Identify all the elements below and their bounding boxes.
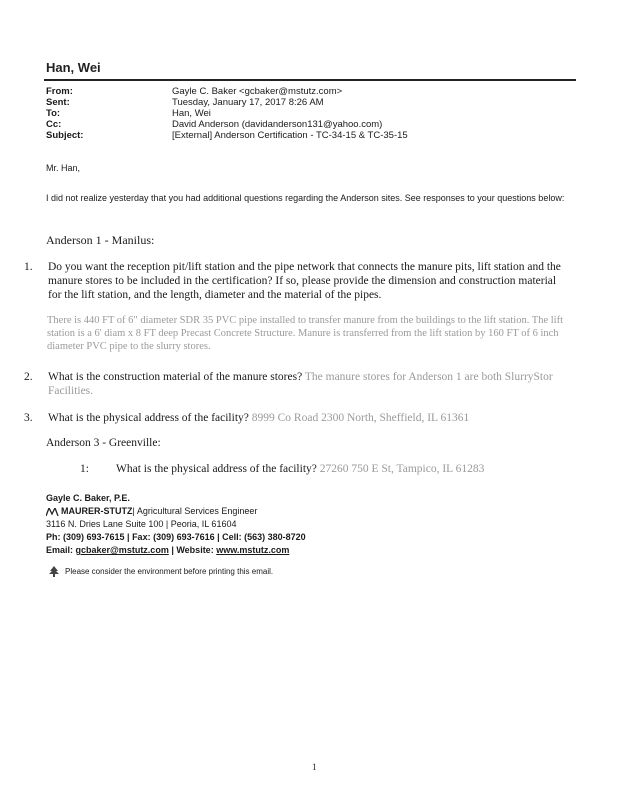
header-row-subject [46, 130, 408, 141]
question-4 [80, 463, 560, 475]
company-logo-icon [46, 508, 59, 516]
environment-note-text: Please consider the environment before printing this email. [65, 566, 274, 576]
email-link[interactable]: gcbaker@mstutz.com [75, 545, 169, 555]
header-row-cc [46, 119, 408, 130]
signature-contact-line [46, 544, 306, 557]
sender-name: Han, Wei [46, 60, 101, 75]
greeting: Mr. Han, [46, 163, 81, 173]
email-label: Email: [46, 545, 76, 555]
question-1 [24, 260, 564, 302]
header-row-to [46, 108, 408, 119]
header-divider [44, 79, 576, 81]
header-value: David Anderson (davidanderson131@yahoo.com) [172, 119, 383, 130]
site3-heading: Anderson 3 - Greenville: [46, 437, 161, 449]
website-label: | Website: [168, 545, 217, 555]
question-text [116, 463, 560, 475]
question-2 [24, 370, 564, 398]
website-link[interactable]: www.mstutz.com [216, 545, 290, 555]
header-value: Han, Wei [172, 108, 211, 119]
header-label: Sent: [46, 97, 70, 108]
question-text: Do you want the reception pit/lift station and the pipe network that connects the manure pits, lift station and the manure stores to be included in the certification? If so, please provide the dimension and construction material for the lift station, and the length, diameter and the material of the pipes. [48, 261, 561, 301]
answer-3: 8999 Co Road 2300 North, Sheffield, IL 61361 [251, 412, 470, 424]
company-name: MAURER-STUTZ [61, 506, 133, 516]
question-body: What is the physical address of the facility? [48, 412, 249, 424]
question-number: 1. [24, 261, 33, 273]
header-label: From: [46, 86, 73, 97]
email-signature [46, 492, 306, 557]
answer-1: There is 440 FT of 6" diameter SDR 35 PVC pipe installed to transfer manure from the buildings to the lift station. The lift station is a 6' diam x 8 FT deep Precast Concrete Structure. Manure is transferred from the lift station by 160 FT of 6 inch diameter PVC pipe to the slurry stores. [47, 315, 563, 352]
question-number: 2. [24, 371, 33, 383]
answer-4: 27260 750 E St, Tampico, IL 61283 [319, 463, 485, 475]
header-value: Tuesday, January 17, 2017 8:26 AM [172, 97, 324, 108]
question-text [48, 370, 564, 398]
question-3 [24, 411, 564, 425]
question-body: What is the construction material of the manure stores? [48, 371, 303, 383]
question-text [48, 411, 564, 425]
signature-address: 3116 N. Dries Lane Suite 100 | Peoria, IL 61604 [46, 519, 237, 529]
header-label: Subject: [46, 130, 84, 141]
header-row-from [46, 86, 408, 97]
environment-note [46, 565, 273, 577]
tree-icon [46, 565, 62, 577]
header-row-sent [46, 97, 408, 108]
intro-paragraph: I did not realize yesterday that you had additional questions regarding the Anderson sites. See responses to your questions below: [46, 193, 565, 203]
signature-title: | Agricultural Services Engineer [132, 506, 258, 516]
question-number: 1: [80, 463, 89, 475]
signature-name: Gayle C. Baker, P.E. [46, 493, 130, 503]
email-header [46, 86, 408, 141]
site1-heading: Anderson 1 - Manilus: [46, 233, 155, 247]
signature-phones: Ph: (309) 693-7615 | Fax: (309) 693-7616 | Cell: (563) 380-8720 [46, 532, 306, 542]
question-body: What is the physical address of the facility? [116, 463, 317, 475]
question-number: 3. [24, 412, 33, 424]
header-value: Gayle C. Baker <gcbaker@mstutz.com> [172, 86, 343, 97]
page-number: 1 [312, 762, 317, 772]
header-label: To: [46, 108, 61, 119]
answer-2: The manure stores for Anderson 1 are both SlurryStor Facilities. [48, 371, 553, 397]
signature-company-line [46, 505, 306, 518]
header-value: [External] Anderson Certification - TC-34-15 & TC-35-15 [172, 130, 408, 141]
header-label: Cc: [46, 119, 62, 130]
